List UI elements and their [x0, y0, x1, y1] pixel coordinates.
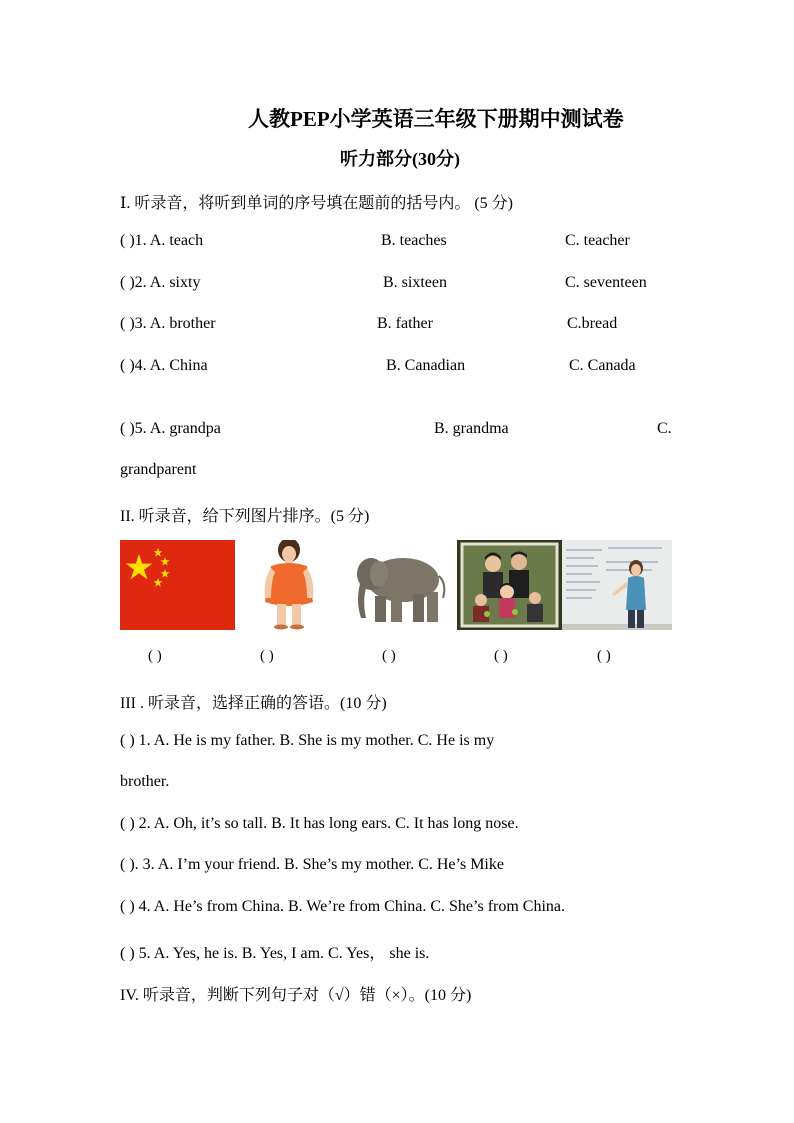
s1-item5-b: B. grandma: [434, 420, 509, 437]
picture1-answer-paren: ( ): [148, 648, 162, 664]
family-photo-image: [457, 540, 562, 630]
teacher-at-whiteboard-image: [562, 540, 672, 630]
s3-question3: ( ). 3. A. I’m your friend. B. She’s my mother. C. He’s Mike: [120, 856, 504, 873]
section3-heading: III . 听录音，选择正确的答语。(10 分): [120, 695, 387, 712]
s1-item1-c: C. teacher: [565, 232, 630, 249]
section2-heading: II. 听录音，给下列图片排序。(5 分): [120, 508, 370, 525]
s3-question1-line1: ( ) 1. A. He is my father. B. She is my mother. C. He is my: [120, 732, 495, 749]
section4-heading: IV. 听录音，判断下列句子对（√）错（×）。(10 分): [120, 987, 472, 1004]
s1-item3-c: C.bread: [567, 315, 618, 332]
s1-item3-b: B. father: [377, 315, 433, 332]
picture5-answer-paren: ( ): [597, 648, 611, 664]
page-subtitle: 听力部分(30分): [340, 149, 460, 169]
picture3-answer-paren: ( ): [382, 648, 396, 664]
s1-item1-a: ( )1. A. teach: [120, 232, 204, 249]
section1-heading: Ⅰ. 听录音，将听到单词的序号填在题前的括号内。 (5 分): [120, 195, 513, 212]
s1-item4-c: C. Canada: [569, 357, 636, 374]
picture4-answer-paren: ( ): [494, 648, 508, 664]
s1-item2-b: B. sixteen: [383, 274, 447, 291]
s1-item2-c: C. seventeen: [565, 274, 647, 291]
elephant-image: [347, 540, 457, 630]
s1-item5-c: C.: [657, 420, 672, 437]
s1-item5-a: ( )5. A. grandpa: [120, 420, 221, 437]
s3-question5: ( ) 5. A. Yes, he is. B. Yes, I am. C. Yes， she is.: [120, 945, 430, 962]
picture-strip: [120, 540, 672, 630]
s3-question2: ( ) 2. A. Oh, it’s so tall. B. It has long ears. C. It has long nose.: [120, 815, 519, 832]
s1-item5-wrap: grandparent: [120, 461, 197, 478]
s1-item4-b: B. Canadian: [386, 357, 466, 374]
s1-item1-b: B. teaches: [381, 232, 447, 249]
page-title: 人教PEP小学英语三年级下册期中测试卷: [248, 107, 624, 131]
s3-question4: ( ) 4. A. He’s from China. B. We’re from China. C. She’s from China.: [120, 898, 566, 915]
s1-item3-a: ( )3. A. brother: [120, 315, 216, 332]
china-flag-image: [120, 540, 235, 630]
woman-in-orange-dress-image: [235, 540, 347, 630]
picture2-answer-paren: ( ): [260, 648, 274, 664]
s1-item2-a: ( )2. A. sixty: [120, 274, 201, 291]
s1-item4-a: ( )4. A. China: [120, 357, 208, 374]
s3-question1-line2: brother.: [120, 773, 170, 790]
